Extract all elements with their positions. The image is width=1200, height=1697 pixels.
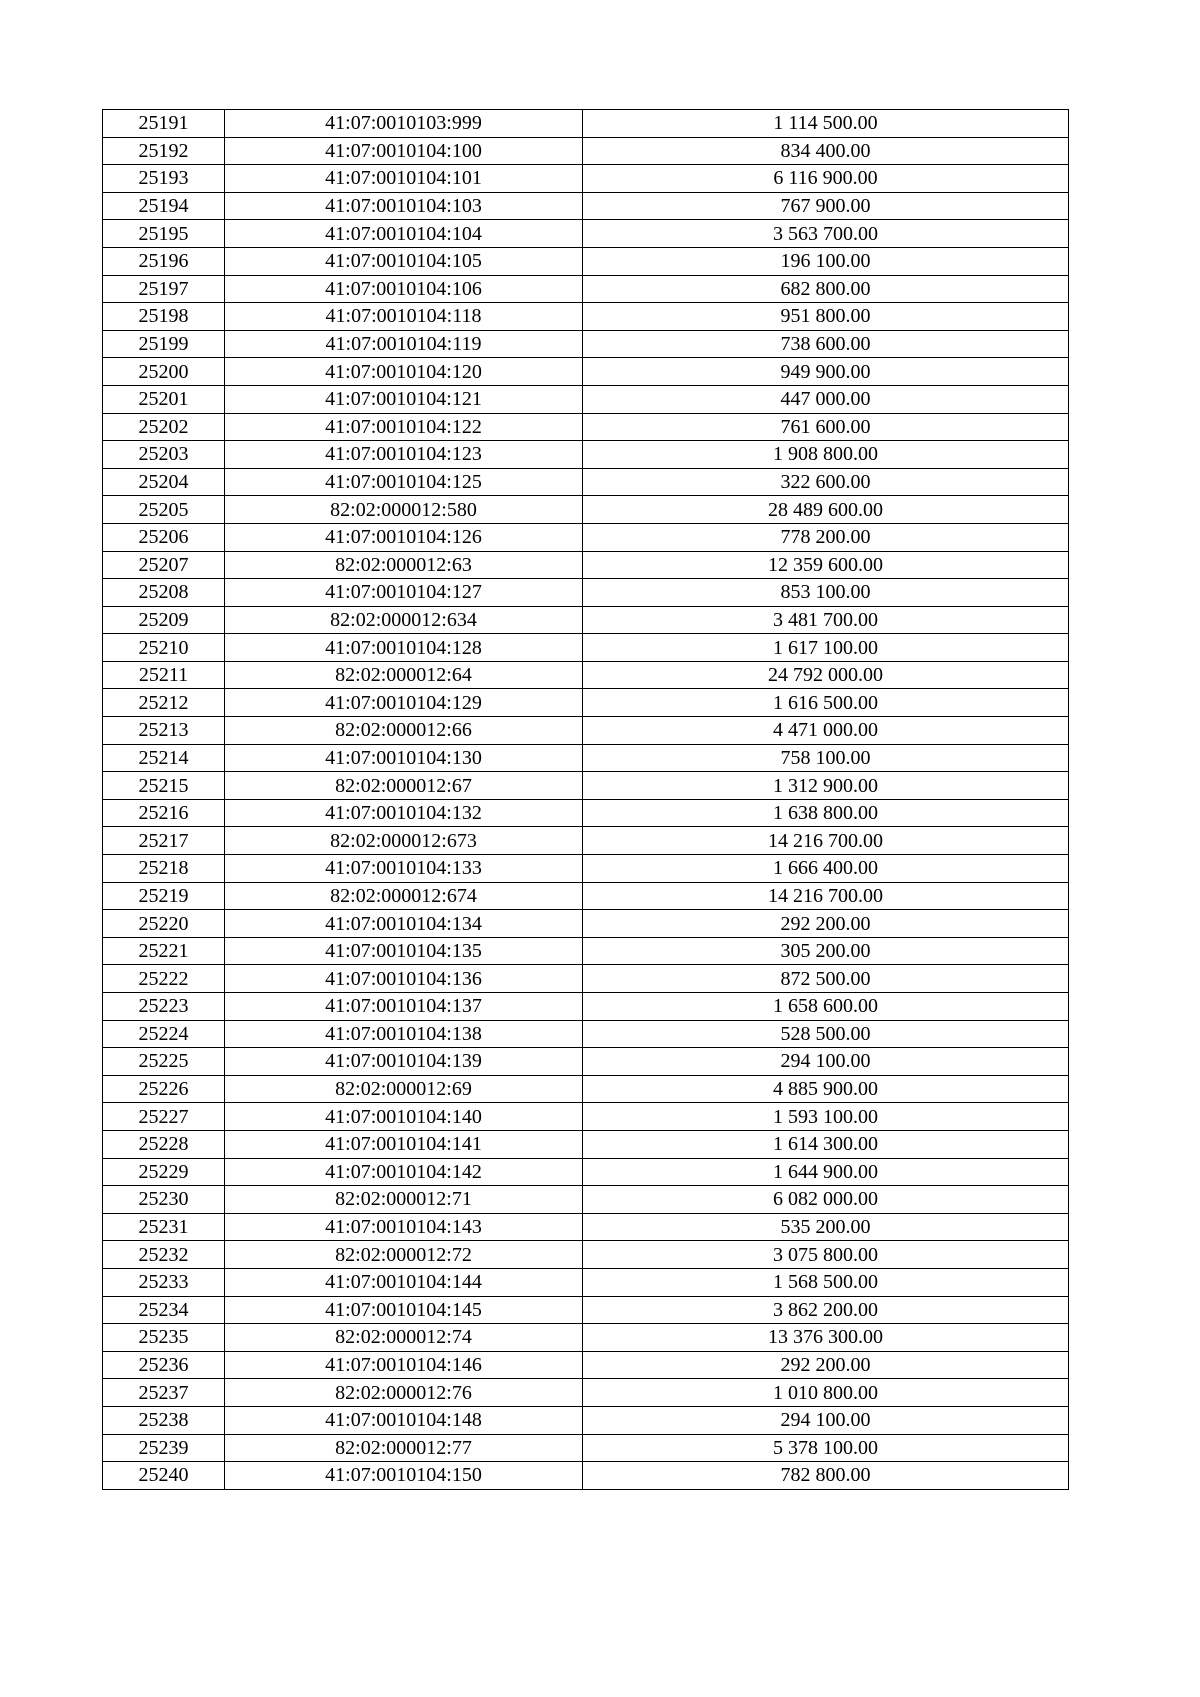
cadastral-number-cell: 41:07:0010104:140: [225, 1103, 583, 1131]
cadastral-number-cell: 41:07:0010104:126: [225, 523, 583, 551]
row-number-cell: 25202: [103, 413, 225, 441]
cadastral-value-cell: 1 666 400.00: [583, 855, 1069, 883]
cadastral-value-cell: 196 100.00: [583, 247, 1069, 275]
cadastral-value-cell: 1 593 100.00: [583, 1103, 1069, 1131]
table-row: [103, 855, 1069, 883]
row-number-cell: 25231: [103, 1213, 225, 1241]
row-number-cell: 25239: [103, 1434, 225, 1462]
row-number-cell: 25240: [103, 1462, 225, 1490]
row-number-cell: 25201: [103, 385, 225, 413]
table-row: [103, 937, 1069, 965]
cadastral-value-cell: 535 200.00: [583, 1213, 1069, 1241]
cadastral-number-cell: 41:07:0010104:120: [225, 358, 583, 386]
row-number-cell: 25237: [103, 1379, 225, 1407]
table-row: [103, 1296, 1069, 1324]
row-number-cell: 25213: [103, 717, 225, 745]
table-row: [103, 330, 1069, 358]
cadastral-value-cell: 682 800.00: [583, 275, 1069, 303]
cadastral-value-cell: 951 800.00: [583, 303, 1069, 331]
row-number-cell: 25195: [103, 220, 225, 248]
table-row: [103, 606, 1069, 634]
cadastral-value-cell: 1 312 900.00: [583, 772, 1069, 800]
cadastral-value-cell: 1 114 500.00: [583, 110, 1069, 138]
row-number-cell: 25192: [103, 137, 225, 165]
cadastral-number-cell: 41:07:0010104:136: [225, 965, 583, 993]
table-row: [103, 413, 1069, 441]
table-row: [103, 303, 1069, 331]
cadastral-number-cell: 82:02:000012:673: [225, 827, 583, 855]
cadastral-number-cell: 41:07:0010104:144: [225, 1268, 583, 1296]
row-number-cell: 25224: [103, 1020, 225, 1048]
row-number-cell: 25223: [103, 993, 225, 1021]
cadastral-number-cell: 82:02:000012:674: [225, 882, 583, 910]
table-row: [103, 523, 1069, 551]
cadastral-number-cell: 82:02:000012:76: [225, 1379, 583, 1407]
cadastral-number-cell: 82:02:000012:66: [225, 717, 583, 745]
cadastral-value-cell: 1 644 900.00: [583, 1158, 1069, 1186]
cadastral-value-cell: 294 100.00: [583, 1048, 1069, 1076]
table-row: [103, 1351, 1069, 1379]
cadastral-value-cell: 1 616 500.00: [583, 689, 1069, 717]
table-row: [103, 993, 1069, 1021]
row-number-cell: 25214: [103, 744, 225, 772]
row-number-cell: 25219: [103, 882, 225, 910]
cadastral-value-cell: 758 100.00: [583, 744, 1069, 772]
table-row: [103, 441, 1069, 469]
cadastral-value-table: [102, 109, 1069, 1490]
row-number-cell: 25211: [103, 661, 225, 689]
cadastral-number-cell: 41:07:0010104:127: [225, 579, 583, 607]
table-row: [103, 579, 1069, 607]
cadastral-number-cell: 41:07:0010104:104: [225, 220, 583, 248]
row-number-cell: 25210: [103, 634, 225, 662]
cadastral-value-cell: 1 568 500.00: [583, 1268, 1069, 1296]
cadastral-value-cell: 853 100.00: [583, 579, 1069, 607]
row-number-cell: 25205: [103, 496, 225, 524]
cadastral-number-cell: 41:07:0010104:138: [225, 1020, 583, 1048]
cadastral-value-cell: 767 900.00: [583, 192, 1069, 220]
table-row: [103, 1075, 1069, 1103]
cadastral-number-cell: 41:07:0010104:103: [225, 192, 583, 220]
table-row: [103, 1048, 1069, 1076]
table-row: [103, 910, 1069, 938]
cadastral-value-cell: 1 638 800.00: [583, 799, 1069, 827]
row-number-cell: 25199: [103, 330, 225, 358]
cadastral-value-cell: 292 200.00: [583, 910, 1069, 938]
cadastral-number-cell: 82:02:000012:69: [225, 1075, 583, 1103]
row-number-cell: 25235: [103, 1324, 225, 1352]
cadastral-value-cell: 1 010 800.00: [583, 1379, 1069, 1407]
cadastral-value-cell: 322 600.00: [583, 468, 1069, 496]
table-row: [103, 468, 1069, 496]
cadastral-value-cell: 14 216 700.00: [583, 882, 1069, 910]
cadastral-number-cell: 41:07:0010104:129: [225, 689, 583, 717]
cadastral-value-cell: 4 885 900.00: [583, 1075, 1069, 1103]
cadastral-number-cell: 82:02:000012:580: [225, 496, 583, 524]
table-row: [103, 1213, 1069, 1241]
row-number-cell: 25206: [103, 523, 225, 551]
cadastral-value-cell: 3 563 700.00: [583, 220, 1069, 248]
table-row: [103, 1020, 1069, 1048]
table-row: [103, 1158, 1069, 1186]
cadastral-number-cell: 41:07:0010104:119: [225, 330, 583, 358]
row-number-cell: 25236: [103, 1351, 225, 1379]
cadastral-number-cell: 41:07:0010104:128: [225, 634, 583, 662]
table-row: [103, 496, 1069, 524]
cadastral-number-cell: 41:07:0010104:122: [225, 413, 583, 441]
row-number-cell: 25209: [103, 606, 225, 634]
table-row: [103, 744, 1069, 772]
row-number-cell: 25208: [103, 579, 225, 607]
cadastral-value-cell: 24 792 000.00: [583, 661, 1069, 689]
cadastral-number-cell: 82:02:000012:72: [225, 1241, 583, 1269]
table-row: [103, 275, 1069, 303]
row-number-cell: 25212: [103, 689, 225, 717]
cadastral-value-cell: 778 200.00: [583, 523, 1069, 551]
cadastral-number-cell: 41:07:0010103:999: [225, 110, 583, 138]
cadastral-value-cell: 3 481 700.00: [583, 606, 1069, 634]
cadastral-number-cell: 41:07:0010104:135: [225, 937, 583, 965]
cadastral-value-cell: 1 658 600.00: [583, 993, 1069, 1021]
row-number-cell: 25207: [103, 551, 225, 579]
cadastral-number-cell: 41:07:0010104:101: [225, 165, 583, 193]
row-number-cell: 25194: [103, 192, 225, 220]
cadastral-number-cell: 41:07:0010104:130: [225, 744, 583, 772]
cadastral-value-cell: 872 500.00: [583, 965, 1069, 993]
table-row: [103, 247, 1069, 275]
table-row: [103, 1406, 1069, 1434]
cadastral-value-cell: 1 614 300.00: [583, 1130, 1069, 1158]
cadastral-number-cell: 41:07:0010104:125: [225, 468, 583, 496]
row-number-cell: 25198: [103, 303, 225, 331]
cadastral-number-cell: 41:07:0010104:118: [225, 303, 583, 331]
row-number-cell: 25232: [103, 1241, 225, 1269]
row-number-cell: 25217: [103, 827, 225, 855]
table-row: [103, 827, 1069, 855]
row-number-cell: 25197: [103, 275, 225, 303]
table-row: [103, 1379, 1069, 1407]
table-row: [103, 965, 1069, 993]
table-row: [103, 689, 1069, 717]
row-number-cell: 25228: [103, 1130, 225, 1158]
cadastral-number-cell: 41:07:0010104:100: [225, 137, 583, 165]
table-row: [103, 137, 1069, 165]
table-row: [103, 551, 1069, 579]
cadastral-value-cell: 3 075 800.00: [583, 1241, 1069, 1269]
cadastral-number-cell: 41:07:0010104:121: [225, 385, 583, 413]
row-number-cell: 25196: [103, 247, 225, 275]
cadastral-number-cell: 41:07:0010104:143: [225, 1213, 583, 1241]
row-number-cell: 25221: [103, 937, 225, 965]
row-number-cell: 25230: [103, 1186, 225, 1214]
cadastral-number-cell: 82:02:000012:67: [225, 772, 583, 800]
table-row: [103, 799, 1069, 827]
table-row: [103, 110, 1069, 138]
cadastral-value-cell: 6 082 000.00: [583, 1186, 1069, 1214]
row-number-cell: 25222: [103, 965, 225, 993]
table-row: [103, 1186, 1069, 1214]
row-number-cell: 25204: [103, 468, 225, 496]
cadastral-number-cell: 82:02:000012:64: [225, 661, 583, 689]
cadastral-value-cell: 12 359 600.00: [583, 551, 1069, 579]
table-row: [103, 1268, 1069, 1296]
table-row: [103, 358, 1069, 386]
cadastral-value-cell: 28 489 600.00: [583, 496, 1069, 524]
row-number-cell: 25193: [103, 165, 225, 193]
row-number-cell: 25203: [103, 441, 225, 469]
row-number-cell: 25215: [103, 772, 225, 800]
row-number-cell: 25225: [103, 1048, 225, 1076]
cadastral-number-cell: 82:02:000012:74: [225, 1324, 583, 1352]
cadastral-value-cell: 305 200.00: [583, 937, 1069, 965]
table-row: [103, 634, 1069, 662]
cadastral-number-cell: 41:07:0010104:132: [225, 799, 583, 827]
row-number-cell: 25220: [103, 910, 225, 938]
table-row: [103, 1462, 1069, 1490]
row-number-cell: 25216: [103, 799, 225, 827]
cadastral-value-cell: 949 900.00: [583, 358, 1069, 386]
cadastral-value-cell: 1 908 800.00: [583, 441, 1069, 469]
table-body: [103, 110, 1069, 1490]
cadastral-value-cell: 528 500.00: [583, 1020, 1069, 1048]
table-row: [103, 1324, 1069, 1352]
cadastral-value-cell: 761 600.00: [583, 413, 1069, 441]
cadastral-value-cell: 13 376 300.00: [583, 1324, 1069, 1352]
cadastral-number-cell: 82:02:000012:634: [225, 606, 583, 634]
cadastral-value-cell: 4 471 000.00: [583, 717, 1069, 745]
cadastral-number-cell: 41:07:0010104:142: [225, 1158, 583, 1186]
row-number-cell: 25191: [103, 110, 225, 138]
cadastral-value-cell: 782 800.00: [583, 1462, 1069, 1490]
cadastral-value-cell: 738 600.00: [583, 330, 1069, 358]
cadastral-number-cell: 41:07:0010104:146: [225, 1351, 583, 1379]
table-row: [103, 717, 1069, 745]
cadastral-number-cell: 41:07:0010104:105: [225, 247, 583, 275]
row-number-cell: 25234: [103, 1296, 225, 1324]
table-row: [103, 772, 1069, 800]
cadastral-value-cell: 834 400.00: [583, 137, 1069, 165]
cadastral-value-cell: 5 378 100.00: [583, 1434, 1069, 1462]
row-number-cell: 25218: [103, 855, 225, 883]
cadastral-value-cell: 3 862 200.00: [583, 1296, 1069, 1324]
cadastral-value-cell: 1 617 100.00: [583, 634, 1069, 662]
cadastral-number-cell: 41:07:0010104:139: [225, 1048, 583, 1076]
table-row: [103, 661, 1069, 689]
table-row: [103, 385, 1069, 413]
cadastral-value-cell: 292 200.00: [583, 1351, 1069, 1379]
cadastral-value-cell: 294 100.00: [583, 1406, 1069, 1434]
table-row: [103, 882, 1069, 910]
cadastral-number-cell: 41:07:0010104:145: [225, 1296, 583, 1324]
cadastral-number-cell: 41:07:0010104:134: [225, 910, 583, 938]
table-row: [103, 1241, 1069, 1269]
row-number-cell: 25227: [103, 1103, 225, 1131]
row-number-cell: 25200: [103, 358, 225, 386]
table-row: [103, 220, 1069, 248]
table-row: [103, 1103, 1069, 1131]
row-number-cell: 25229: [103, 1158, 225, 1186]
cadastral-number-cell: 41:07:0010104:148: [225, 1406, 583, 1434]
cadastral-value-cell: 14 216 700.00: [583, 827, 1069, 855]
table-row: [103, 165, 1069, 193]
cadastral-number-cell: 41:07:0010104:137: [225, 993, 583, 1021]
cadastral-number-cell: 82:02:000012:63: [225, 551, 583, 579]
cadastral-number-cell: 82:02:000012:77: [225, 1434, 583, 1462]
cadastral-value-cell: 6 116 900.00: [583, 165, 1069, 193]
cadastral-value-cell: 447 000.00: [583, 385, 1069, 413]
cadastral-number-cell: 41:07:0010104:133: [225, 855, 583, 883]
cadastral-number-cell: 82:02:000012:71: [225, 1186, 583, 1214]
row-number-cell: 25226: [103, 1075, 225, 1103]
cadastral-number-cell: 41:07:0010104:106: [225, 275, 583, 303]
row-number-cell: 25233: [103, 1268, 225, 1296]
table-row: [103, 1434, 1069, 1462]
row-number-cell: 25238: [103, 1406, 225, 1434]
table-row: [103, 1130, 1069, 1158]
cadastral-number-cell: 41:07:0010104:141: [225, 1130, 583, 1158]
table-row: [103, 192, 1069, 220]
cadastral-number-cell: 41:07:0010104:123: [225, 441, 583, 469]
cadastral-number-cell: 41:07:0010104:150: [225, 1462, 583, 1490]
